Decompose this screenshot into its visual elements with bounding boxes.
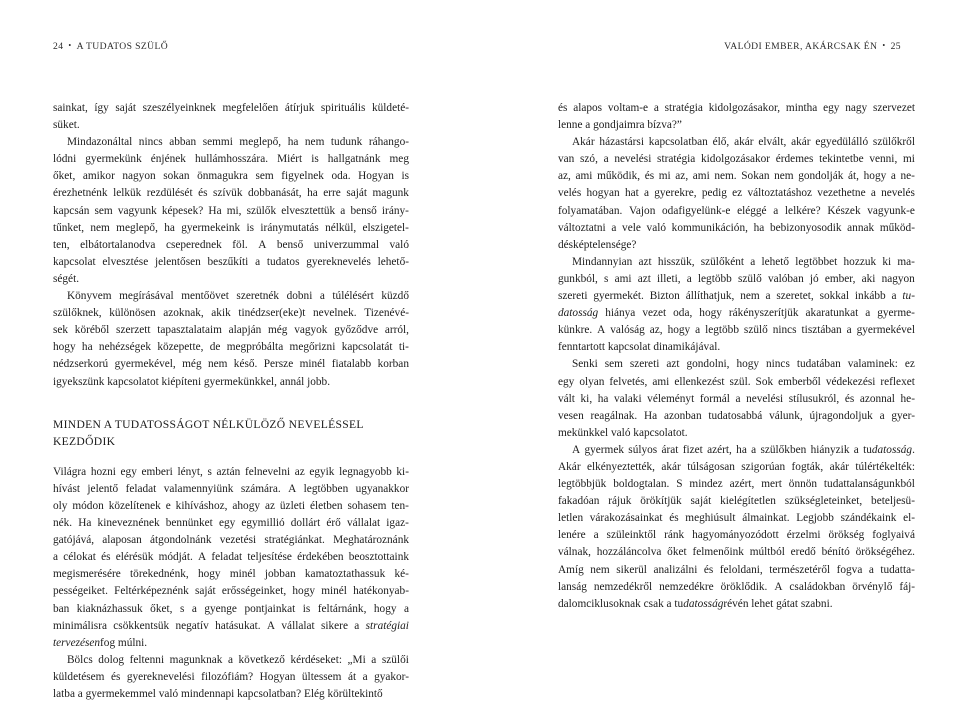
text-line: ban kiaknázhassuk őket, s a gyenge pontjainkat is feltárnánk, hogy a (53, 602, 409, 615)
left-paragraphs-before (53, 100, 409, 391)
text-line: dalomciklusoknak csak a tu datosság révén lehet gátat szabni. (558, 597, 833, 610)
text-line: Amíg nem sikerül analizálni és feloldani, természetéről fogva a tudatta- (558, 563, 915, 576)
text-line: a célokat és elérésük módját. A feladat teljesítése érdekében beosztottaink (53, 551, 409, 564)
section-heading-line-2: KEZDŐDIK (53, 434, 116, 448)
text-line: van szó, a nevelési stratégia kidolgozásakor érdemes tekintetbe venni, mi (558, 153, 915, 166)
text-line: A gyermek súlyos árat fizet azért, ha a szülőkben hiányzik a tudatosság. (572, 443, 915, 456)
text-line: gatójává, alaposan átgondolnánk vezetési stratégiánkat. Meghatároznánk (53, 534, 409, 547)
text-line: lenére a szüleinktől ránk hagyományozódott érzelmi örökség foglyaivá (558, 529, 915, 542)
text-line: szülőknek, különösen azoknak, akik tinédzser(eke)t nevelnek. Tizenévé- (53, 307, 409, 320)
left-paragraphs-after (53, 464, 409, 703)
text-line: latba a gyermekemmel való mindennapi kapcsolatban? Elég körültekintő (53, 688, 383, 700)
text-line: igyekszünk kapcsolatot kiépíteni gyermekünkkel, annál jobb. (53, 375, 331, 388)
text-line: künkre. A valóság az, hogy a legtöbb szülő nincs tisztában a gyermekével (558, 324, 915, 337)
text-line: süket. (53, 119, 80, 132)
paragraph (53, 652, 409, 703)
text-line: tűnket, nem meglepő, ha gyermekeink is iránymutatás nélkül, elszigetel- (53, 221, 409, 234)
text-line: Mindannyian azt hisszük, szülőként a lehető legtöbbet hozzuk ki ma- (572, 255, 915, 268)
text-line: datosság hiánya vezet oda, hogy rákényszerítjük akaratunkat a gyerme- (558, 307, 915, 320)
text-line: nédzserkorú gyermekével, még nem késő. Persze minél fiatalabb korban (53, 358, 409, 371)
text-line: érezhetnénk lelkük rezdülését és szívük dobbanását, ha erre saját magunk (53, 187, 409, 200)
text-line: vált ki, ha valaki véleményt formál a nevelési stílusukról, és azonnal he- (558, 392, 915, 405)
text-line: letlen várakozásainkat és meghiúsult álmainkat. Legjobb szándékaink el- (558, 512, 915, 525)
text-line: mekünkkel való kapcsolatot. (558, 426, 688, 439)
text-line: Akár házastársi kapcsolatban élő, akár elvált, akár egyedülálló szülőkről (572, 136, 915, 149)
text-line: lódni gyermekünk énjének hullámhosszára. Miért is hallgatnánk meg (53, 153, 409, 166)
paragraph (53, 288, 409, 391)
text-line: velés hogyan hat a gyerekre, pedig ez változtatáshoz vezethetne a nevelés (558, 187, 915, 200)
text-line: sek köréből szerzett tapasztalataim alapján még vagyok győződve arról, (53, 324, 409, 337)
text-line: minimálisra csökkentsük negatív hatásukat. A vállalat sikere a stratégiai (53, 619, 409, 632)
text-line: legtöbbjük boldogtalan. S mindez azért, mert önnön tudattalanságunkból (558, 478, 915, 491)
text-line: ségét. (53, 272, 80, 285)
left-body-text (53, 100, 409, 703)
text-line: hogy ha nehézségek közepette, de megpróbálta megőrizni kapcsolatát ti- (53, 341, 409, 354)
text-line: szereti gyermekét. Bizton állíthatjuk, nem a szeretet, sokkal inkább a tu- (558, 290, 915, 303)
left-page-number: 24 (53, 41, 64, 52)
text-line: kapcsolat elvesztése jelentősen beszűkíti a tudatos gyereknevelés lehető- (53, 255, 409, 268)
paragraph (558, 442, 915, 613)
text-line: egy olyan felvetés, ami ellenkezést szül. Sok emberből védekezési reflexet (558, 375, 915, 388)
text-line: gunkból, s ami azt illeti, a legtöbb szülő valóban jó ember, aki nagyon (558, 272, 915, 285)
text-line: hívást jelentő feladat valamennyiünk számára. A legtöbben ugyanakkor (53, 482, 409, 495)
text-line: fenntartott kapcsolat dinamikájával. (558, 341, 721, 354)
text-line: az, ami működik, és mi az, ami nem. Sokan nem gondolják át, hogy a ne- (558, 170, 915, 183)
text-line: Mindazonáltal nincs abban semmi meglepő, ha nem tudunk ráhango- (67, 136, 409, 149)
text-line: Bölcs dolog feltenni magunknak a következő kérdéseket: „Mi a szülői (67, 653, 409, 666)
right-paragraphs (558, 100, 915, 613)
section-heading-line-1: MINDEN A TUDATOSSÁGOT NÉLKÜLÖZŐ NEVELÉSSEL (53, 417, 364, 431)
text-line: Világra hozni egy emberi lényt, s aztán felnevelni az egyik legnagyobb ki- (53, 465, 409, 478)
text-line: Könyvem megírásával mentőövet szeretnék dobni a túlélésért küzdő (67, 290, 409, 303)
paragraph (558, 356, 915, 441)
paragraph (53, 100, 409, 134)
separator-bullet: • (882, 41, 886, 50)
right-page-number: 25 (890, 41, 901, 52)
text-line: tervezésen fog múlni. (53, 636, 148, 649)
text-line: válnak, hozzáláncolva őket felmenőink múltból eredő bénító örökségéhez. (558, 546, 915, 559)
text-line: küldetésem és gyereknevelési filozófiám? Hogyan ültessem át a gyakor- (53, 670, 409, 683)
text-line: őket, amikor nagyon sokan önmagukra sem figyelnek oda. Hogyan is (53, 170, 409, 183)
chapter-title: VALÓDI EMBER, AKÁRCSAK ÉN (724, 41, 878, 52)
text-line: pességeiket. Feltérképeznénk saját erősségeinket, hogy minél hatékonyab- (53, 585, 409, 598)
separator-bullet: • (68, 41, 72, 50)
paragraph (558, 254, 915, 357)
text-line: folyamatában. Vajon odafigyelünk-e eléggé a lelkére? Készek vagyunk-e (558, 204, 915, 217)
text-line: változtatni a vele való kommunikáción, ha bebizonyosodik annak működ- (558, 221, 915, 234)
paragraph (53, 464, 409, 652)
text-line: kapcsán sem vagyunk képesek? Ha mi, szülők elvesztettük a benső irány- (53, 204, 409, 217)
section-heading (53, 416, 409, 450)
text-line: megismerésére törekednénk, hogy minél jobban kamatoztathassuk ké- (53, 568, 409, 581)
text-line: vesen reagálnak. Ha azonban tudatosabbá válunk, újragondoljuk a gyer- (558, 409, 915, 422)
right-page (478, 0, 955, 720)
text-line: Akár elkényeztették, akár túlságosan szigorúan fogták, akár túlértékelték: (558, 460, 915, 473)
right-running-head (724, 41, 901, 52)
text-line: ten, elbátortalanodva cseperednek föl. A benső univerzummal való (53, 238, 409, 251)
paragraph (558, 134, 915, 254)
left-running-head (53, 41, 168, 52)
text-line: lanság nemzedékről nemzedékre öröklődik. A családokban örvénylő fáj- (558, 580, 915, 593)
text-line: lenne a gondjaimra bízva?” (558, 119, 682, 132)
text-line: sainkat, így saját szeszélyeinknek megfelelően átírjuk spirituális küldeté- (53, 102, 409, 114)
paragraph (558, 100, 915, 134)
text-line: nék. Ha kineveznének bennünket egy egymillió dollárt érő vállalat igaz- (53, 517, 409, 530)
right-body-text (558, 100, 915, 613)
text-line: fakadóan rájuk örökítjük saját kielégítetlen szükségleteinket, beteljesü- (558, 495, 915, 508)
text-line: désképtelensége? (558, 238, 637, 251)
text-line: oly módon közelítenek e kihíváshoz, ahogy az üzleti életben sohasem ten- (53, 499, 409, 512)
book-title: A TUDATOS SZÜLŐ (76, 41, 169, 52)
text-line: Senki sem szereti azt gondolni, hogy nincs tudatában valaminek: ez (572, 358, 915, 371)
paragraph (53, 134, 409, 288)
text-line: és alapos voltam-e a stratégia kidolgozásakor, mintha egy nagy szervezet (558, 102, 915, 114)
